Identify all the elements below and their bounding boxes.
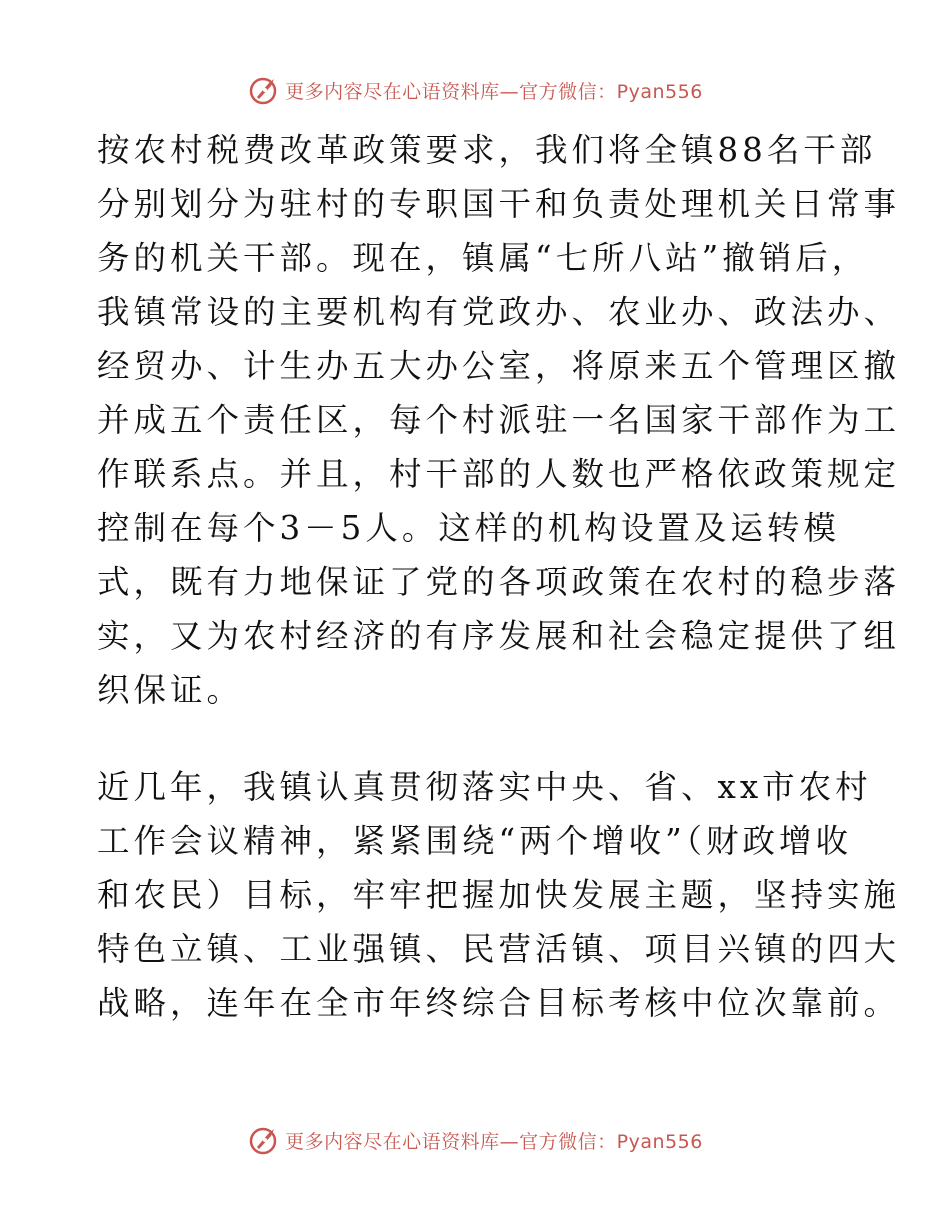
pen-nib-logo-icon bbox=[247, 1123, 281, 1157]
paragraph-2 bbox=[97, 760, 901, 1030]
text-line: 控制在每个3－5人。这样的机构设置及运转模 bbox=[97, 509, 840, 547]
text-line: 战略，连年在全市年终综合目标考核中位次靠前。 bbox=[97, 984, 901, 1022]
text-line: 我镇常设的主要机构有党政办、农业办、政法办、 bbox=[97, 293, 901, 331]
paragraph-1 bbox=[97, 123, 901, 717]
text-line: 按农村税费改革政策要求，我们将全镇88名干部 bbox=[97, 131, 877, 169]
text-line: 织保证。 bbox=[97, 671, 244, 709]
text-line: 分别划分为驻村的专职国干和负责处理机关日常事 bbox=[97, 185, 901, 223]
footer-banner-text: 更多内容尽在心语资料库—官方微信：Pyan556 bbox=[285, 1130, 703, 1153]
footer-watermark-banner bbox=[0, 1120, 950, 1160]
text-line: 经贸办、计生办五大办公室，将原来五个管理区撤 bbox=[97, 347, 901, 385]
text-line: 工作会议精神，紧紧围绕“两个增收”（财政增收 bbox=[97, 822, 852, 860]
text-line: 作联系点。并且，村干部的人数也严格依政策规定 bbox=[97, 455, 901, 493]
header-watermark-banner bbox=[0, 70, 950, 110]
text-line: 并成五个责任区，每个村派驻一名国家干部作为工 bbox=[97, 401, 901, 439]
text-line: 和农民）目标，牢牢把握加快发展主题，坚持实施 bbox=[97, 876, 901, 914]
text-line: 务的机关干部。现在，镇属“七所八站”撤销后， bbox=[97, 239, 869, 277]
text-line: 实，又为农村经济的有序发展和社会稳定提供了组 bbox=[97, 617, 901, 655]
text-line: 式，既有力地保证了党的各项政策在农村的稳步落 bbox=[97, 563, 901, 601]
text-line: 近几年，我镇认真贯彻落实中央、省、xx市农村 bbox=[97, 768, 872, 806]
pen-nib-logo-icon bbox=[247, 73, 281, 107]
header-banner-text: 更多内容尽在心语资料库—官方微信：Pyan556 bbox=[285, 80, 703, 103]
text-line: 特色立镇、工业强镇、民营活镇、项目兴镇的四大 bbox=[97, 930, 901, 968]
